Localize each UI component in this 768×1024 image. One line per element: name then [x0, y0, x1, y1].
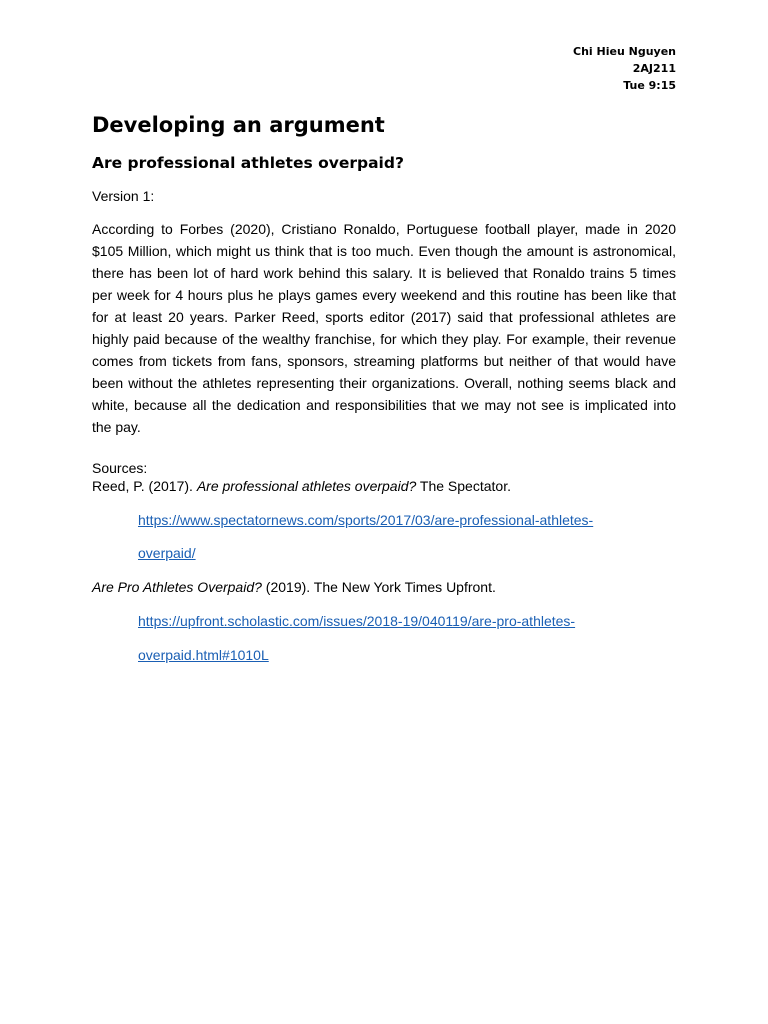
author-name: Chi Hieu Nguyen [573, 45, 676, 58]
source-link-1-continued[interactable]: overpaid/ [138, 545, 196, 561]
body-paragraph: According to Forbes (2020), Cristiano Ronaldo, Portuguese football player, made in 2020 $105 Million, which might us think that is too much. Even though the amount is astronomical, there has been lot of hard work behind this salary. It is believed that Ronaldo trains 5 times per week for 4 hours plus he plays games every weekend and this routine has been like that for at least 20 years. Parker Reed, sports editor (2017) said that professional athletes are highly paid because of the wealthy franchise, for which they play. For example, their revenue comes from tickets from fans, sponsors, streaming platforms but neither of that would have been without the athletes representing their organizations. Overall, nothing seems black and white, because all the dedication and responsibilities that we may not see is implicated into the pay. [92, 221, 676, 435]
source-link-2-continued[interactable]: overpaid.html#1010L [138, 647, 269, 663]
citation-suffix: The Spectator. [416, 478, 511, 494]
source-link-2[interactable]: https://upfront.scholastic.com/issues/2018-19/040119/are-pro-athletes- [138, 613, 576, 629]
course-code: 2AJ211 [632, 62, 676, 75]
source-citation-2 [92, 578, 496, 596]
author-header [573, 43, 676, 94]
citation-suffix: (2019). The New York Times Upfront. [261, 579, 496, 595]
sources-label: Sources: [92, 460, 148, 476]
class-time: Tue 9:15 [623, 79, 676, 92]
citation-title: Are professional athletes overpaid? [196, 478, 417, 494]
source-citation-1 [92, 477, 511, 495]
citation-title: Are Pro Athletes Overpaid? [92, 579, 262, 595]
document-title: Developing an argument [92, 113, 385, 137]
document-subtitle: Are professional athletes overpaid? [92, 154, 404, 172]
citation-prefix: Reed, P. (2017). [92, 478, 197, 494]
source-link-1[interactable]: https://www.spectatornews.com/sports/2017/03/are-professional-athletes- [138, 512, 594, 528]
version-label: Version 1: [92, 188, 155, 204]
